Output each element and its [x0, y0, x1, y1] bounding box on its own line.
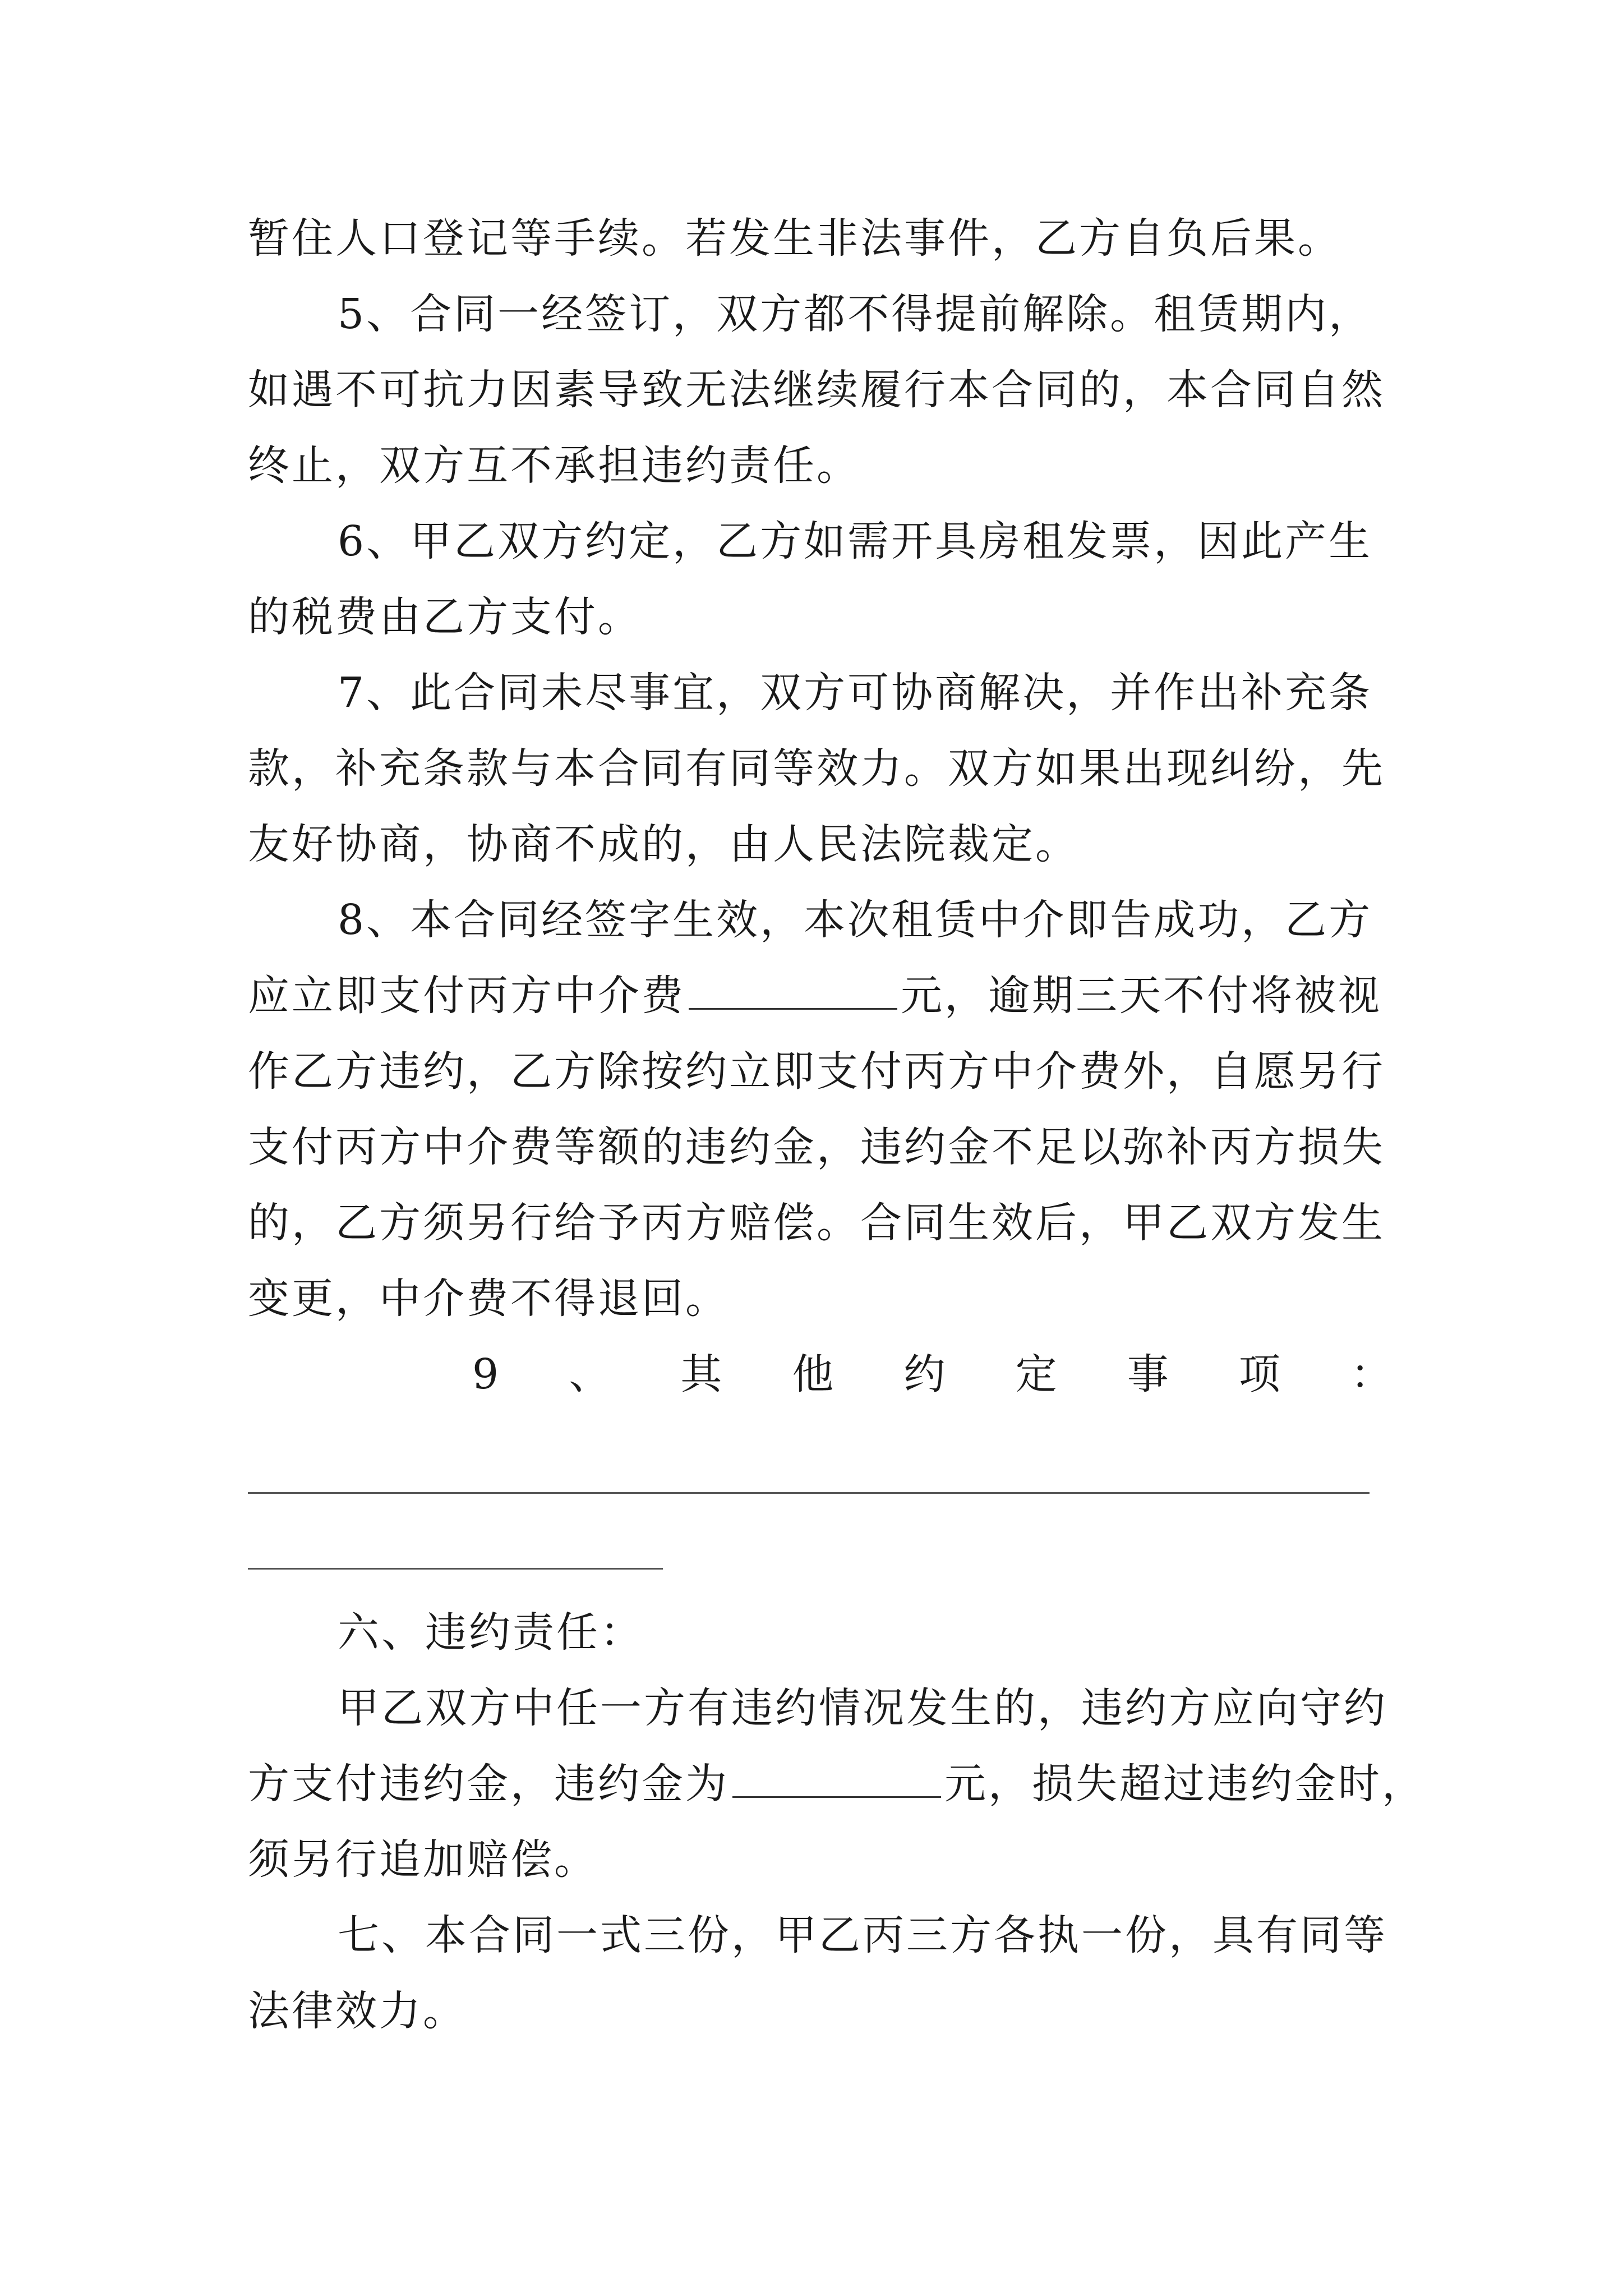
section-heading-breach-liability: 六、违约责任：: [338, 1608, 644, 1657]
text-line: 暂住人口登记等手续。若发生非法事件，乙方自负后果。: [248, 214, 1341, 263]
fee-amount-blank[interactable]: [689, 969, 897, 1010]
text-line: 变更，中介费不得退回。: [248, 1274, 729, 1323]
clause-8: 8、本合同经签字生效，本次租赁中介即告成功，乙方: [338, 896, 1373, 944]
penalty-line: [248, 1756, 1426, 1812]
text-line: 的，乙方须另行给予丙方赔偿。合同生效后，甲乙双方发生: [248, 1199, 1385, 1247]
text-line: 款，补充条款与本合同有同等效力。双方如果出现纠纷，先: [248, 744, 1385, 793]
text-line: 友好协商，协商不成的，由人民法院裁定。: [248, 820, 1079, 868]
text-line: 的税费由乙方支付。: [248, 593, 642, 641]
penalty-text-after: 元，损失超过违约金时，: [944, 1760, 1426, 1808]
clause-9-other-items: 9 、 其 他 约 定 事 项 ：: [472, 1350, 1392, 1398]
other-items-blank-line-1[interactable]: [248, 1492, 1370, 1494]
text-line: 甲乙双方中任一方有违约情况发生的，违约方应向守约: [338, 1684, 1387, 1732]
document-page: [248, 0, 1426, 2296]
fee-line: [248, 968, 1382, 1024]
fee-text-after: 元，逾期三天不付将被视: [901, 972, 1382, 1020]
penalty-amount-blank[interactable]: [732, 1757, 941, 1798]
clause-5: 5、合同一经签订，双方都不得提前解除。租赁期内，: [338, 290, 1373, 338]
clause-6: 6、甲乙双方约定，乙方如需开具房租发票，因此产生: [338, 517, 1373, 565]
text-line: 如遇不可抗力因素导致无法继续履行本合同的，本合同自然: [248, 366, 1385, 414]
other-items-blank-line-2[interactable]: [248, 1568, 663, 1570]
text-line: 支付丙方中介费等额的违约金，违约金不足以弥补丙方损失: [248, 1123, 1385, 1171]
text-line: 作乙方违约，乙方除按约立即支付丙方中介费外，自愿另行: [248, 1047, 1385, 1096]
text-line: 法律效力。: [248, 1987, 467, 2035]
clause-7: 7、此合同未尽事宜，双方可协商解决，并作出补充条: [338, 669, 1373, 717]
text-line: 须另行追加赔偿。: [248, 1835, 598, 1884]
fee-text-before: 应立即支付丙方中介费: [248, 972, 685, 1020]
text-line: 终止，双方互不承担违约责任。: [248, 441, 860, 490]
penalty-text-before: 方支付违约金，违约金为: [248, 1760, 729, 1808]
section-seven: 七、本合同一式三份，甲乙丙三方各执一份，具有同等: [338, 1911, 1387, 1959]
